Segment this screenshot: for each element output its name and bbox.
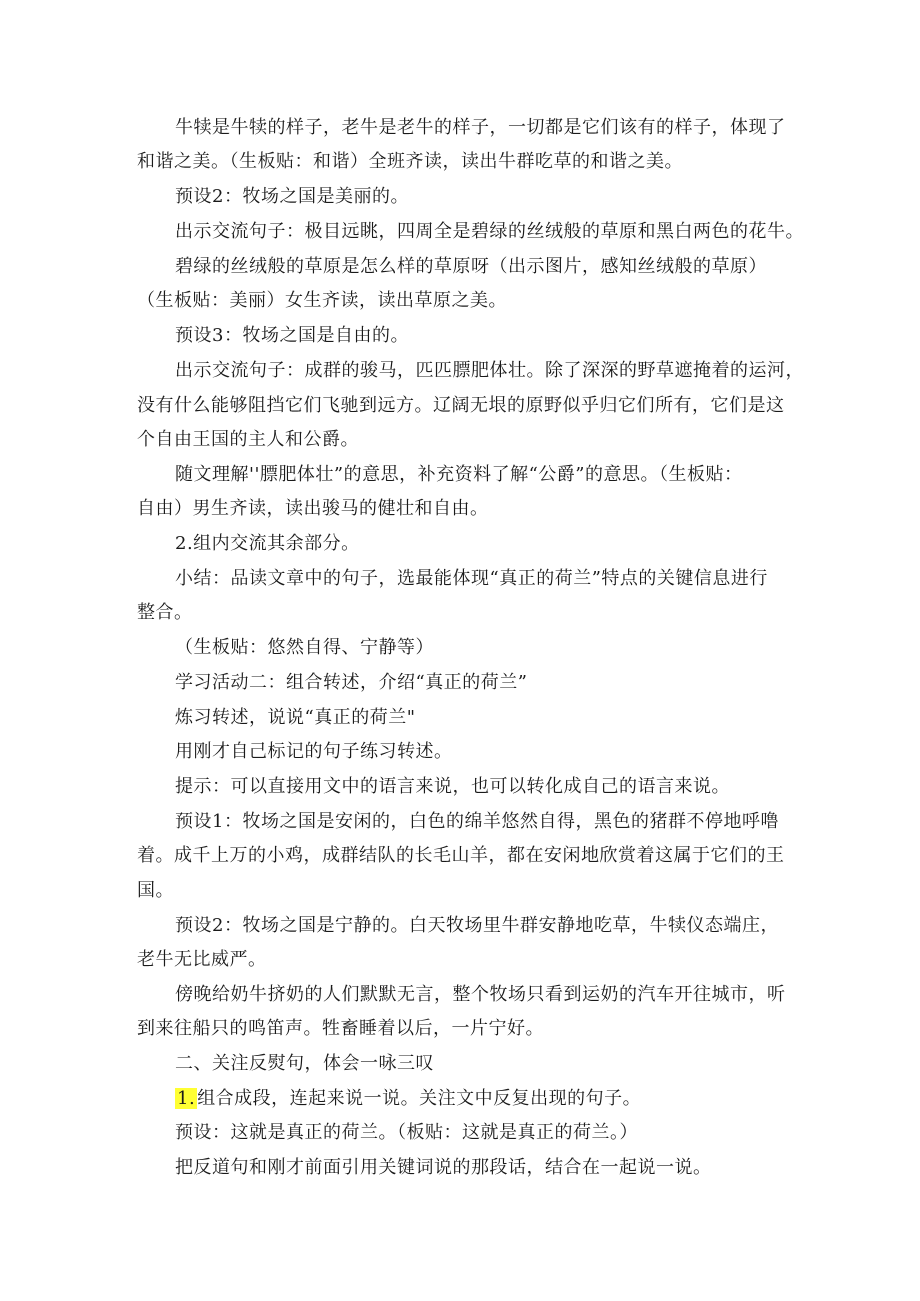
paragraph-line: 出示交流句子：极目远眺，四周全是碧绿的丝绒般的草原和黑白两色的花牛。 — [175, 221, 804, 242]
paragraph-line: 碧绿的丝绒般的草原是怎么样的草原呀（出示图片，感知丝绒般的草原） — [175, 256, 767, 277]
highlighted-number: 1. — [177, 1088, 196, 1109]
paragraph-line — [175, 1087, 795, 1111]
paragraph-line: 预设1：牧场之国是安闲的，白色的绵羊悠然自得，黑色的猪群不停地呼噜 — [175, 811, 779, 832]
paragraph-line: 和谐之美。（生板贴：和谐）全班齐读，读出牛群吃草的和谐之美。 — [137, 151, 683, 172]
paragraph-line: 着。成千上万的小鸡，成群结队的长毛山羊，都在安闲地欣赏着这属于它们的王 — [137, 845, 785, 866]
paragraph-line: （生板贴：美丽）女生齐读，读出草原之美。 — [137, 290, 507, 311]
paragraph-line: 自由）男生齐读，读出骏马的健壮和自由。 — [137, 498, 489, 519]
paragraph-line: 把反道句和刚才前面引用关键词说的那段话，结合在一起说一说。 — [175, 1157, 712, 1178]
paragraph-line: 提示：可以直接用文中的语言来说，也可以转化成自己的语言来说。 — [175, 776, 730, 797]
paragraph-line: 预设：这就是真正的荷兰。（板贴：这就是真正的荷兰。） — [175, 1122, 638, 1143]
paragraph-line: 2.组内交流其余部分。 — [175, 533, 360, 554]
paragraph-line: 出示交流句子：成群的骏马，匹匹膘肥体壮。除了深深的野草遮掩着的运河， — [175, 360, 804, 381]
paragraph-line: 没有什么能够阻挡它们飞驰到远方。辽阔无垠的原野似乎归它们所有，它们是这 — [137, 395, 785, 416]
paragraph-line: 牛犊是牛犊的样子，老牛是老牛的样子，一切都是它们该有的样子，体现了 — [175, 117, 786, 138]
paragraph-line: 个自由王国的主人和公爵。 — [137, 429, 359, 450]
paragraph-line: 预设2：牧场之国是宁静的。白天牧场里牛群安静地吃草，牛犊仪态端庄， — [175, 915, 779, 936]
paragraph-line: 预设3：牧场之国是自由的。 — [175, 325, 409, 346]
paragraph-text: 组合成段，连起来说一说。关注文中反复出现的句子。 — [197, 1088, 642, 1109]
paragraph-line: 傍晚给奶牛挤奶的人们默默无言，整个牧场只看到运奶的汽车开往城市，听 — [175, 984, 786, 1005]
paragraph-line: 老牛无比威严。 — [137, 949, 267, 970]
paragraph-line: 国。 — [137, 880, 174, 901]
paragraph-line: 整合。 — [137, 602, 193, 623]
paragraph-line: 用刚才自己标记的句子练习转述。 — [175, 741, 453, 762]
paragraph-line: （生板贴：悠然自得、宁静等） — [175, 637, 434, 658]
paragraph-line: 炼习转述，说说“真正的荷兰" — [175, 707, 416, 728]
section-heading: 二、关注反熨句，体会一咏三叹 — [175, 1053, 434, 1074]
paragraph-line: 小结：品读文章中的句子，选最能体现“真正的荷兰”特点的关键信息进行 — [175, 568, 768, 589]
paragraph-line: 预设2：牧场之国是美丽的。 — [175, 186, 409, 207]
paragraph-line: 随文理解''膘肥体壮”的意思，补充资料了解“公爵”的意思。（生板贴： — [175, 464, 743, 485]
paragraph-line: 到来往船只的鸣笛声。牲畜睡着以后，一片宁好。 — [137, 1018, 544, 1039]
section-heading: 学习活动二：组合转述，介绍“真正的荷兰” — [175, 672, 528, 693]
